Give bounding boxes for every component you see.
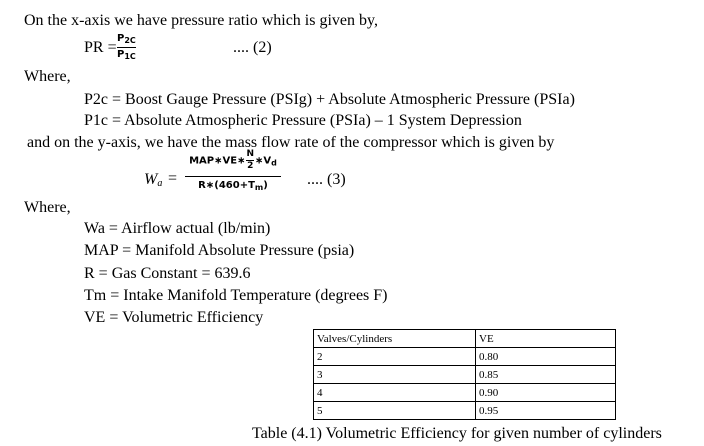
table-cell: 3 bbox=[314, 366, 476, 384]
where-heading-1: Where, bbox=[24, 68, 71, 85]
definition-ve: VE = Volumetric Efficiency bbox=[84, 309, 264, 326]
eq3-n: N bbox=[246, 149, 255, 159]
table-row bbox=[314, 366, 616, 384]
eq2-den: P bbox=[117, 49, 125, 60]
eq3-lhs-var: W bbox=[144, 171, 158, 188]
table-cell: 0.95 bbox=[476, 402, 616, 420]
definition-map: MAP = Manifold Absolute Pressure (psia) bbox=[84, 242, 355, 259]
table-row bbox=[314, 384, 616, 402]
eq3-2: 2 bbox=[247, 161, 254, 171]
table-cell: 5 bbox=[314, 402, 476, 420]
eq3-num-b-sub: d bbox=[271, 158, 277, 168]
eq3-label: .... (3) bbox=[307, 171, 346, 188]
y-axis-intro: and on the y-axis, we have the mass flow rate of the compressor which is given by bbox=[27, 134, 555, 151]
table-cell: 2 bbox=[314, 348, 476, 366]
eq3-den-a: R∗(460+T bbox=[198, 179, 255, 191]
eq2-label: .... (2) bbox=[233, 39, 272, 56]
eq3-den-sub: m bbox=[254, 182, 264, 192]
eq3-n-over-2 bbox=[246, 150, 254, 171]
table-cell: 0.90 bbox=[476, 384, 616, 402]
definition-p1c: P1c = Absolute Atmospheric Pressure (PSIa) – 1 System Depression bbox=[84, 112, 522, 129]
x-axis-intro: On the x-axis we have pressure ratio which is given by, bbox=[24, 12, 378, 29]
eq3-lhs bbox=[144, 170, 162, 194]
table-header-valves: Valves/Cylinders bbox=[314, 330, 476, 348]
eq3-equals: = bbox=[168, 170, 178, 187]
eq3-num-b: ∗V bbox=[255, 155, 272, 167]
table-cell: 0.80 bbox=[476, 348, 616, 366]
eq2-fraction bbox=[117, 33, 136, 62]
table-header-row bbox=[314, 330, 616, 348]
table-cell: 4 bbox=[314, 384, 476, 402]
table-cell: 0.85 bbox=[476, 366, 616, 384]
definition-r: R = Gas Constant = 639.6 bbox=[84, 265, 251, 282]
eq3-fraction bbox=[185, 150, 281, 196]
table-caption: Table (4.1) Volumetric Efficiency for given number of cylinders bbox=[252, 425, 662, 442]
eq2-num: P bbox=[117, 33, 125, 44]
definition-tm: Tm = Intake Manifold Temperature (degrees F) bbox=[84, 287, 388, 304]
eq3-num-a: MAP∗VE∗ bbox=[189, 155, 246, 167]
table-header-ve: VE bbox=[476, 330, 616, 348]
where-heading-2: Where, bbox=[24, 199, 71, 216]
volumetric-efficiency-table bbox=[313, 329, 616, 420]
definition-p2c: P2c = Boost Gauge Pressure (PSIg) + Absolute Atmospheric Pressure (PSIa) bbox=[84, 91, 575, 108]
eq2-lhs: PR = bbox=[84, 39, 117, 56]
eq3-lhs-sub: a bbox=[157, 178, 163, 189]
eq2-num-sub: 2C bbox=[124, 36, 136, 45]
table-row bbox=[314, 402, 616, 420]
eq2-den-sub: 1C bbox=[124, 52, 136, 61]
definition-wa: Wa = Airflow actual (lb/min) bbox=[84, 220, 271, 237]
eq3-den-b: ) bbox=[263, 179, 268, 191]
table-row bbox=[314, 348, 616, 366]
